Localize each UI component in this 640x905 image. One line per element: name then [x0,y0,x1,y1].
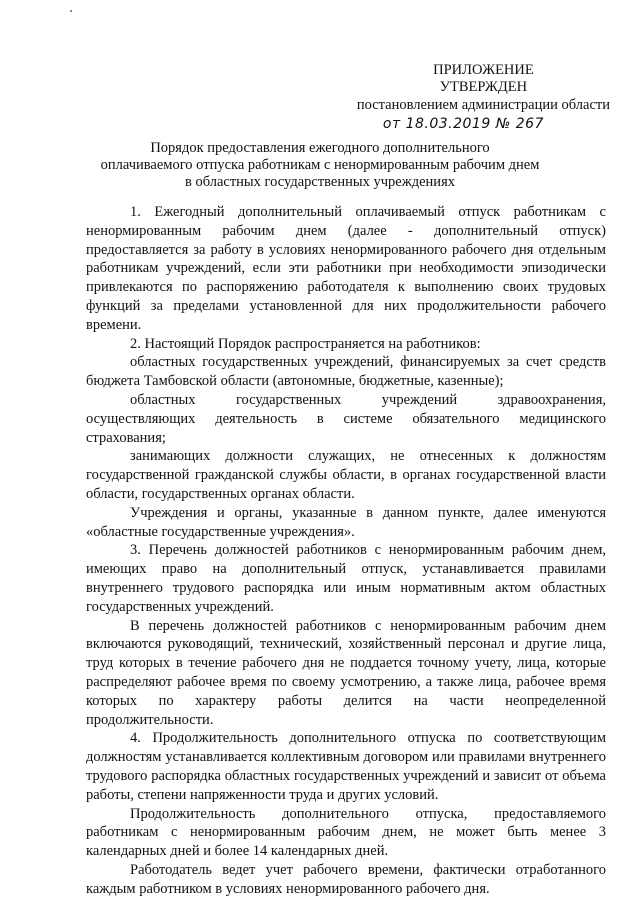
title-line-3: в областных государственных учреждениях [184,174,455,190]
approved-label: УТВЕРЖДЕН [439,79,528,95]
title-line-1: Порядок предоставления ежегодного дополнительного [150,140,490,156]
paragraph-11: Работодатель ведет учет рабочего времени, фактически отработанного каждым работником в условиях ненормированного рабочего дня. [86,861,606,897]
paragraph-6: Учреждения и органы, указанные в данном пункте, далее именуются «областные государственные учреждения». [86,504,606,540]
paragraph-8: В перечень должностей работников с ненормированным рабочим днем включаются руководящий, технический, хозяйственный персонал и другие лица, труд которых в течение рабочего дня не поддается точному учету, лица, которые распределяют рабочее время по своему усмотрению, а также лица, рабочее время которых по характеру работы делится на части неопределенной продолжительности. [86,617,606,728]
paragraph-3: областных государственных учреждений, финансируемых за счет средств бюджета Тамбовской области (автономные, бюджетные, казенные); [86,354,606,390]
approval-basis: постановлением администрации области [356,97,610,113]
appendix-label: ПРИЛОЖЕНИЕ [433,62,534,78]
paragraph-9: 4. Продолжительность дополнительного отпуска по соответствующим должностям устанавливается коллективным договором или правилами внутреннего трудового распорядка областных государственных учреждений и зависит от объема работы, степени напряженности труда и других условий. [86,730,606,803]
approval-block [357,62,610,133]
paragraph-1: 1. Ежегодный дополнительный оплачиваемый отпуск работникам с ненормированным рабочим днем (далее - дополнительный отпуск) предоставляется за работу в условиях ненормированного рабочего дня отдельным работникам учреждений, если эти работники при необходимости эпизодически привлекаются по распоряжению работодателя к выполнению своих трудовых функций за пределами установленной для них продолжительности рабочего времени. [86,204,606,333]
paragraph-10: Продолжительность дополнительного отпуска, предоставляемого работникам с ненормированным рабочим днем, не может быть менее 3 календарных дней и более 14 календарных дней. [86,805,606,860]
handwritten-date-number: от 18.03.2019 № 267 [382,116,544,132]
paragraph-4: областных государственных учреждений здравоохранения, осуществляющих деятельность в системе обязательного медицинского страхования; [86,391,606,446]
paragraph-7: 3. Перечень должностей работников с ненормированным рабочим днем, имеющих право на дополнительный отпуск, устанавливается правилами внутреннего трудового распорядка или иным нормативным актом областных государственных учреждений. [86,542,606,615]
document-body [86,203,606,898]
scan-speck [70,10,72,12]
document-title [80,140,560,191]
title-line-2: оплачиваемого отпуска работникам с ненормированным рабочим днем [100,157,540,173]
paragraph-2: 2. Настоящий Порядок распространяется на работников: [130,335,481,352]
paragraph-5: занимающих должности служащих, не отнесенных к должностям государственной гражданской службы области, в органах государственной власти области, государственных органах области. [86,448,606,502]
